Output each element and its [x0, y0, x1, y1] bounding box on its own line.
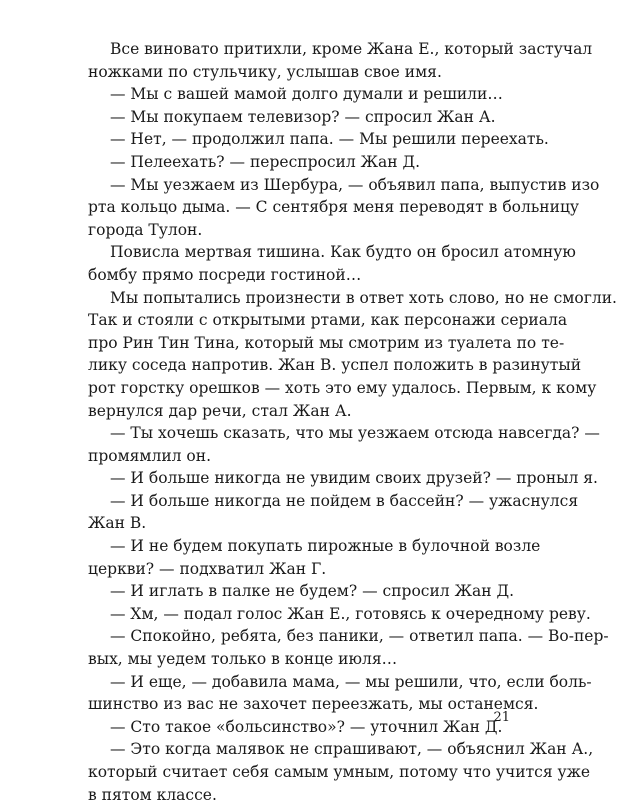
text-line: Все виновато притихли, кроме Жана Е., который застучал: [110, 40, 593, 58]
text-line: который считает себя самым умным, потому что учится уже: [88, 763, 591, 781]
text-line: ножками по стульчику, услышав свое имя.: [88, 62, 442, 81]
text-line: — Хм, — подал голос Жан Е., готовясь к очередному реву.: [110, 604, 591, 623]
text-line: — И иглать в палке не будем? — спросил Жан Д.: [110, 582, 515, 601]
text-line: вых, мы уедем только в конце июля…: [88, 650, 398, 669]
text-line: — Это когда малявок не спрашивают, — объяснил Жан А.,: [110, 740, 594, 759]
text-line: в пятом классе.: [88, 785, 217, 804]
text-line: Жан В.: [88, 514, 147, 533]
text-line: лику соседа напротив. Жан В. успел положить в разинутый: [88, 356, 582, 375]
text-line: — Пелеехать? — переспросил Жан Д.: [110, 152, 421, 171]
text-line: города Тулон.: [88, 220, 203, 239]
text-line: — И больше никогда не увидим своих друзей? — проныл я.: [110, 469, 598, 488]
page-number: 21: [493, 710, 510, 725]
text-line: шинство из вас не захочет переезжать, мы останемся.: [88, 695, 539, 714]
text-line: — И еще, — добавила мама, — мы решили, что, если боль-: [110, 672, 592, 691]
body-text: [88, 38, 617, 806]
text-line: бомбу прямо посреди гостиной…: [88, 265, 362, 284]
text-line: рот горстку орешков — хоть это ему удалось. Первым, к кому: [88, 378, 597, 397]
text-line: Так и стояли с открытыми ртами, как персонажи сериала: [88, 311, 568, 330]
text-line: Повисла мертвая тишина. Как будто он бросил атомную: [110, 243, 576, 262]
text-line: Мы попытались произнести в ответ хоть слово, но не смогли.: [110, 288, 617, 307]
text-line: про Рин Тин Тина, который мы смотрим из туалета по те-: [88, 333, 565, 352]
text-line: — Ты хочешь сказать, что мы уезжаем отсюда навсегда? —: [110, 424, 600, 443]
text-line: — Мы уезжаем из Шербура, — объявил папа, выпустив изо: [110, 175, 600, 194]
text-line: церкви? — подхватил Жан Г.: [88, 559, 327, 578]
text-line: — Мы с вашей мамой долго думали и решили…: [110, 85, 503, 104]
text-line: — Сто такое «больсинство»? — уточнил Жан Д.: [110, 717, 503, 736]
text-line: рта кольцо дыма. — С сентября меня переводят в больницу: [88, 198, 580, 217]
text-line: — И больше никогда не пойдем в бассейн? — ужаснулся: [110, 491, 579, 510]
text-line: — Мы покупаем телевизор? — спросил Жан А.: [110, 107, 496, 126]
text-line: — Нет, — продолжил папа. — Мы решили переехать.: [110, 130, 549, 149]
text-line: промямлил он.: [88, 446, 212, 465]
text-line: — И не будем покупать пирожные в булочной возле: [110, 537, 541, 556]
text-line: — Спокойно, ребята, без паники, — ответил папа. — Во-пер-: [110, 627, 609, 646]
text-line: вернулся дар речи, стал Жан А.: [88, 401, 352, 420]
